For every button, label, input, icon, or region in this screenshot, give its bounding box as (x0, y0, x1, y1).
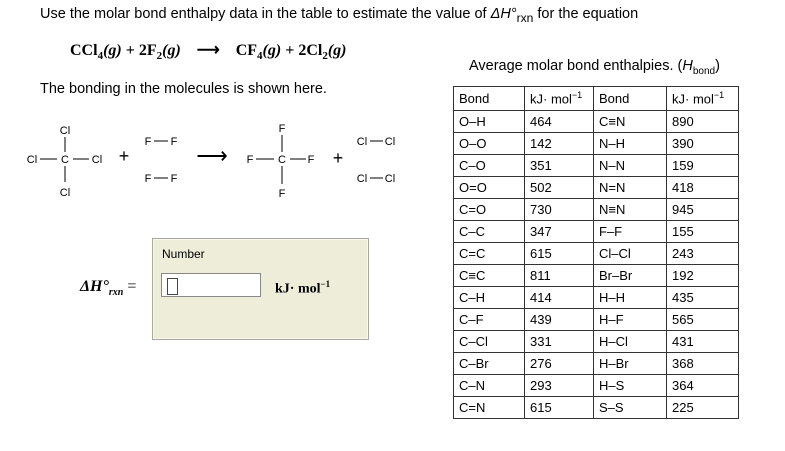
header-bond-1: Bond (454, 87, 525, 111)
header-bond-2: Bond (594, 87, 667, 111)
enthalpy-cell: 615 (525, 243, 594, 265)
header-unit-1: kJ· mol$^{-1}$ (525, 87, 594, 111)
enthalpy-cell: 390 (667, 133, 739, 155)
bond-cell: S–S (594, 397, 667, 419)
table-row (454, 265, 739, 287)
cl2-top-atom-1: Cl (356, 136, 368, 148)
question-text: Use the molar bond enthalpy data in the table to estimate the value of $\Delta H^\circ_{rxn}$ for the equation (40, 6, 639, 25)
table-row (454, 199, 739, 221)
enthalpy-cell: 502 (525, 177, 594, 199)
lewis-structures (0, 112, 440, 212)
enthalpy-cell: 730 (525, 199, 594, 221)
table-row (454, 155, 739, 177)
table-row (454, 287, 739, 309)
bond-cell: C–F (454, 309, 525, 331)
structures-arrow: ⟶ (196, 143, 228, 168)
bond-cell: Cl–Cl (594, 243, 667, 265)
enthalpy-cell: 155 (667, 221, 739, 243)
table-row (454, 133, 739, 155)
bond-cell: H–H (594, 287, 667, 309)
reaction-equation: $CCl_4(g) + 2F_2(g)$ ⟶ $CF_4(g) + 2Cl_2(g)$ (70, 42, 347, 63)
ccl4-bottom-atom: Cl (59, 187, 71, 199)
number-label: Number (162, 247, 205, 261)
bond-cell: N–H (594, 133, 667, 155)
table-row (454, 243, 739, 265)
enthalpy-cell: 243 (667, 243, 739, 265)
table-row (454, 221, 739, 243)
table-row (454, 353, 739, 375)
enthalpy-cell: 276 (525, 353, 594, 375)
bonding-caption: The bonding in the molecules is shown here. (40, 81, 327, 97)
table-row (454, 331, 739, 353)
table-row (454, 397, 739, 419)
bond-cell: Br–Br (594, 265, 667, 287)
f2-bottom-atom-2: F (170, 173, 178, 185)
f2-bottom-atom-1: F (144, 173, 152, 185)
enthalpy-cell: 811 (525, 265, 594, 287)
enthalpy-cell: 431 (667, 331, 739, 353)
enthalpy-cell: 159 (667, 155, 739, 177)
table-title: Average molar bond enthalpies. $(H_{bond})$ (469, 58, 720, 77)
bond-cell: C=N (454, 397, 525, 419)
enthalpy-cell: 414 (525, 287, 594, 309)
table-header-row (454, 87, 739, 111)
bond-cell: C–O (454, 155, 525, 177)
cl2-top-atom-2: Cl (384, 136, 396, 148)
delta-h-rxn-label: $\Delta H^\circ_{rxn}$ = (80, 278, 137, 299)
cf4-center-atom: C (278, 154, 286, 166)
answer-units: kJ· mol$^{-1}$ (275, 279, 331, 297)
enthalpy-cell: 368 (667, 353, 739, 375)
enthalpy-cell: 347 (525, 221, 594, 243)
bond-cell: C=C (454, 243, 525, 265)
enthalpy-cell: 418 (667, 177, 739, 199)
enthalpy-cell: 435 (667, 287, 739, 309)
cl2-bottom-atom-1: Cl (356, 173, 368, 185)
bond-cell: C=O (454, 199, 525, 221)
bond-cell: C–C (454, 221, 525, 243)
enthalpy-cell: 439 (525, 309, 594, 331)
enthalpy-cell: 293 (525, 375, 594, 397)
f2-top-atom-2: F (170, 136, 178, 148)
input-cursor-box (167, 278, 178, 295)
enthalpy-cell: 364 (667, 375, 739, 397)
bond-cell: H–F (594, 309, 667, 331)
enthalpy-cell: 331 (525, 331, 594, 353)
cf4-right-atom: F (307, 154, 315, 166)
enthalpy-cell: 464 (525, 111, 594, 133)
enthalpy-cell: 890 (667, 111, 739, 133)
bond-cell: N–N (594, 155, 667, 177)
bond-cell: H–Cl (594, 331, 667, 353)
plus-sign-2: + (332, 148, 344, 168)
bond-cell: F–F (594, 221, 667, 243)
answer-box (152, 238, 369, 340)
bond-cell: H–Br (594, 353, 667, 375)
bond-cell: N≡N (594, 199, 667, 221)
bond-cell: O=O (454, 177, 525, 199)
bond-cell: H–S (594, 375, 667, 397)
enthalpy-cell: 225 (667, 397, 739, 419)
bond-cell: C–H (454, 287, 525, 309)
cf4-top-atom: F (278, 123, 286, 135)
cf4-left-atom: F (246, 154, 254, 166)
bond-cell: C≡C (454, 265, 525, 287)
table-row (454, 111, 739, 133)
header-unit-2: kJ· mol$^{-1}$ (667, 87, 739, 111)
enthalpy-cell: 615 (525, 397, 594, 419)
bond-cell: C≡N (594, 111, 667, 133)
ccl4-center-atom: C (61, 154, 69, 166)
reaction-arrow: ⟶ (196, 42, 220, 59)
ccl4-left-atom: Cl (26, 154, 38, 166)
table-row (454, 177, 739, 199)
table-row (454, 375, 739, 397)
bond-cell: C–Br (454, 353, 525, 375)
enthalpy-cell: 142 (525, 133, 594, 155)
cl2-bottom-atom-2: Cl (384, 173, 396, 185)
bond-cell: C–N (454, 375, 525, 397)
table-row (454, 309, 739, 331)
enthalpy-cell: 565 (667, 309, 739, 331)
cf4-bottom-atom: F (278, 188, 286, 200)
bond-cell: O–H (454, 111, 525, 133)
bond-cell: O–O (454, 133, 525, 155)
plus-sign-1: + (118, 146, 130, 166)
ccl4-top-atom: Cl (59, 125, 71, 137)
ccl4-right-atom: Cl (91, 154, 103, 166)
enthalpy-cell: 945 (667, 199, 739, 221)
bond-cell: C–Cl (454, 331, 525, 353)
enthalpy-cell: 192 (667, 265, 739, 287)
f2-top-atom-1: F (144, 136, 152, 148)
delta-h-symbol: ΔH° (490, 6, 517, 22)
enthalpy-cell: 351 (525, 155, 594, 177)
bond-cell: N=N (594, 177, 667, 199)
bond-enthalpy-table (453, 86, 739, 419)
